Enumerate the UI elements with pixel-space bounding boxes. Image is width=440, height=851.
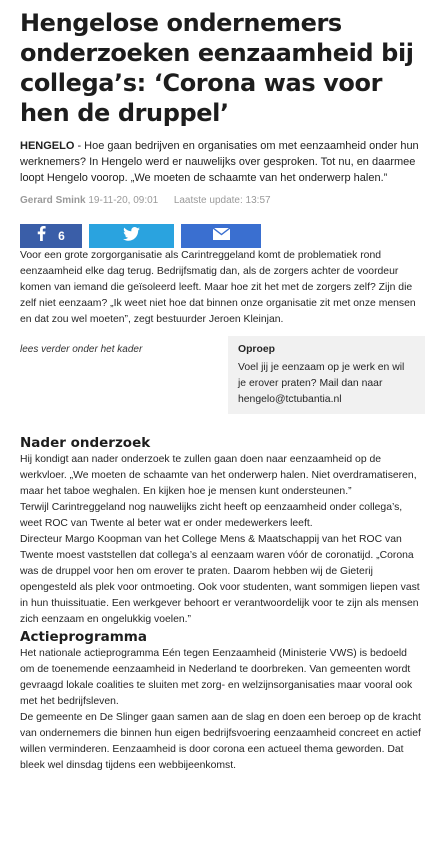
author-name[interactable]: Gerard Smink	[20, 195, 86, 206]
callout-text: Voel jij je eenzaam op je werk en wil je erover praten? Mail dan naar hengelo@tctubantia.nl	[238, 362, 405, 405]
byline	[20, 194, 424, 208]
mail-share-button[interactable]	[181, 224, 261, 248]
body-paragraph: Terwijl Carintreggeland nog nauwelijks zicht heeft op eenzaamheid onder collega’s, weet ROC van Twente al beter wat er onder medewerkers leeft.	[20, 502, 403, 529]
facebook-icon	[37, 226, 46, 246]
body-paragraph: Directeur Margo Koopman van het College Mens & Maatschappij van het ROC van Twente moest vaststellen dat collega’s al eenzaam waren vóór de coronatijd. „Corona was de druppel voor hen om erover te praten. Daarom hebben wij de Gieterij opengesteld als plek voor ontmoeting. Ook voor studenten, want sommigen liepen vast in hun thuissituatie. Een werkgever behoort er verantwoordelijk voor te zijn als mensen zich eenzaam en ongelukkig voelen.”	[20, 534, 420, 625]
last-update-time: 13:57	[245, 195, 271, 206]
body-paragraph: Voor een grote zorgorganisatie als Carintreggeland komt de problematiek rond eenzaamheid elke dag terug. Bedrijfsmatig dan, als de zorgers achter de voordeur komen van iemand die geïsoleerd leeft. Maar hoe zit het met de zorgers zelf? Zijn die zelf niet eenzaam? „Ik weet niet hoe dat binnen onze organisatie zit met onze mensen en dat zou wel moeten”, zegt bestuurder Jeroen Kleinjan.	[20, 250, 416, 325]
intro-text: - Hoe gaan bedrijven en organisaties om met eenzaamheid onder hun werknemers? In Hengelo werd er nauwelijks over gesproken. Tot nu, en daarmee loopt Hengelo voorop. „We moeten de schaamte van het onderwerp halen.”	[20, 140, 419, 184]
facebook-share-button[interactable]	[20, 224, 82, 248]
callout-box	[228, 336, 425, 414]
twitter-share-button[interactable]	[89, 224, 174, 248]
last-update-label: Laatste update:	[173, 195, 243, 206]
body-paragraph: De gemeente en De Slinger gaan samen aan de slag en doen een beroep op de kracht van ondernemers die binnen hun eigen bedrijfsvoering eenzaamheid concreet en actief willen verminderen. Eenzaamheid is door corona een actueel thema geworden. Dat bleek wel dinsdag tijdens een webbijeenkomst.	[20, 712, 421, 771]
article-body	[20, 248, 424, 774]
share-bar	[20, 224, 424, 248]
twitter-icon	[123, 227, 140, 246]
article-headline: Hengelose ondernemers onderzoeken eenzaamheid bij collega’s: ‘Corona was voor hen de druppel’	[20, 9, 414, 127]
section-heading: Actieprogramma	[20, 629, 147, 645]
body-paragraph: Het nationale actieprogramma Eén tegen Eenzaamheid (Ministerie VWS) is bedoeld om de toenemende eenzaamheid in Nederland te doorbreken. Van gemeenten wordt gevraagd lokale coalities te sluiten met zorg- en welzijnsorganisaties maar vooral ook met het bedrijfsleven.	[20, 648, 413, 707]
intro-location: HENGELO	[20, 140, 75, 152]
callout-title: Oproep	[238, 344, 275, 355]
mail-icon	[213, 227, 230, 245]
facebook-share-count: 6	[58, 229, 65, 243]
article-intro	[20, 138, 424, 186]
read-on-note: lees verder onder het kader	[20, 344, 143, 355]
kader-row	[20, 342, 424, 434]
section-heading: Nader onderzoek	[20, 435, 151, 451]
body-paragraph: Hij kondigt aan nader onderzoek te zullen gaan doen naar eenzaamheid op de werkvloer. „We moeten de schaamte van het onderwerp halen. Niet overdramatiseren, maar het taboe weghalen. En kijken hoe je mensen kunt ondersteunen.”	[20, 454, 417, 497]
publish-date: 19-11-20, 09:01	[88, 195, 159, 206]
